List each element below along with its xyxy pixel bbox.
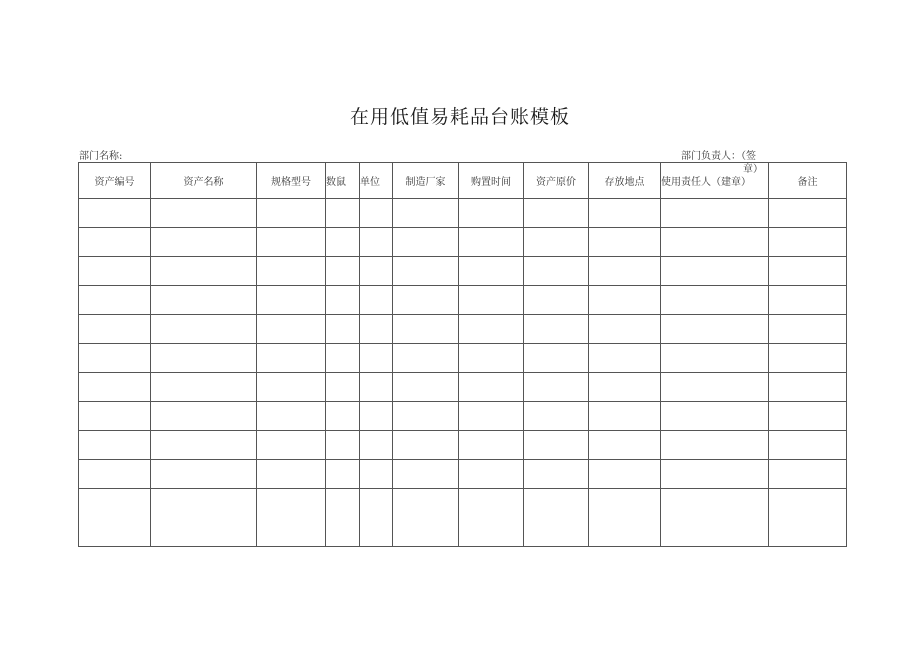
table-cell[interactable] <box>326 402 360 431</box>
table-cell[interactable] <box>524 286 589 315</box>
table-cell[interactable] <box>661 228 769 257</box>
table-cell[interactable] <box>769 199 847 228</box>
table-cell[interactable] <box>393 373 459 402</box>
table-row <box>79 431 847 460</box>
table-cell[interactable] <box>393 257 459 286</box>
table-cell[interactable] <box>524 257 589 286</box>
table-row <box>79 373 847 402</box>
table-cell[interactable] <box>589 460 661 489</box>
table-cell[interactable] <box>326 460 360 489</box>
column-header-remarks: 备注 <box>769 163 847 199</box>
table-cell[interactable] <box>257 199 326 228</box>
table-cell[interactable] <box>257 373 326 402</box>
table-cell[interactable] <box>79 373 151 402</box>
table-cell[interactable] <box>326 344 360 373</box>
department-head-label: 部门负责人：（签 <box>681 151 756 162</box>
table-cell[interactable] <box>360 431 393 460</box>
table-cell[interactable] <box>151 373 257 402</box>
table-cell[interactable] <box>393 315 459 344</box>
table-cell[interactable] <box>326 199 360 228</box>
table-cell[interactable] <box>360 228 393 257</box>
table-cell[interactable] <box>589 373 661 402</box>
table-cell[interactable] <box>769 373 847 402</box>
table-cell[interactable] <box>326 286 360 315</box>
table-cell[interactable] <box>661 286 769 315</box>
column-header-original-price: 资产原价 <box>524 163 589 199</box>
table-cell[interactable] <box>151 286 257 315</box>
table-cell[interactable] <box>326 431 360 460</box>
table-cell[interactable] <box>769 460 847 489</box>
table-row <box>79 402 847 431</box>
column-header-responsible-person: 使用责任人（建章） <box>661 163 769 199</box>
table-cell[interactable] <box>459 431 524 460</box>
table-row <box>79 489 847 547</box>
table-cell[interactable] <box>459 373 524 402</box>
table-cell[interactable] <box>769 489 847 547</box>
table-cell[interactable] <box>459 286 524 315</box>
table-cell[interactable] <box>257 431 326 460</box>
table-cell[interactable] <box>524 460 589 489</box>
table-cell[interactable] <box>393 344 459 373</box>
table-cell[interactable] <box>257 402 326 431</box>
column-header-unit: 单位 <box>360 163 393 199</box>
page-title: 在用低值易耗品台账模板 <box>349 106 570 128</box>
table-cell[interactable] <box>393 431 459 460</box>
table-cell[interactable] <box>524 431 589 460</box>
table-cell[interactable] <box>151 344 257 373</box>
table-cell[interactable] <box>79 199 151 228</box>
table-cell[interactable] <box>524 228 589 257</box>
table-cell[interactable] <box>459 199 524 228</box>
table-cell[interactable] <box>769 257 847 286</box>
department-head-label-continued: 章） <box>743 164 763 175</box>
table-row <box>79 286 847 315</box>
table-cell[interactable] <box>360 344 393 373</box>
column-header-manufacturer: 制造厂家 <box>393 163 459 199</box>
table-row <box>79 199 847 228</box>
table-cell[interactable] <box>459 228 524 257</box>
column-header-storage-location: 存放地点 <box>589 163 661 199</box>
table-cell[interactable] <box>257 228 326 257</box>
table-cell[interactable] <box>326 373 360 402</box>
table-cell[interactable] <box>661 373 769 402</box>
table-cell[interactable] <box>79 286 151 315</box>
table-cell[interactable] <box>393 228 459 257</box>
table-cell[interactable] <box>459 315 524 344</box>
table-cell[interactable] <box>459 489 524 547</box>
table-cell[interactable] <box>589 344 661 373</box>
table-cell[interactable] <box>589 199 661 228</box>
table-cell[interactable] <box>151 402 257 431</box>
table-cell[interactable] <box>661 489 769 547</box>
table-cell[interactable] <box>360 286 393 315</box>
table-cell[interactable] <box>661 402 769 431</box>
table-cell[interactable] <box>79 489 151 547</box>
table-cell[interactable] <box>661 460 769 489</box>
table-cell[interactable] <box>524 199 589 228</box>
table-row <box>79 257 847 286</box>
column-header-asset-number: 资产编号 <box>79 163 151 199</box>
table-row <box>79 228 847 257</box>
table-cell[interactable] <box>151 431 257 460</box>
table-cell[interactable] <box>257 315 326 344</box>
table-cell[interactable] <box>589 286 661 315</box>
table-cell[interactable] <box>79 460 151 489</box>
table-cell[interactable] <box>257 460 326 489</box>
table-cell[interactable] <box>769 431 847 460</box>
table-cell[interactable] <box>524 315 589 344</box>
table-cell[interactable] <box>393 199 459 228</box>
table-cell[interactable] <box>459 344 524 373</box>
table-cell[interactable] <box>769 286 847 315</box>
table-cell[interactable] <box>79 431 151 460</box>
table-cell[interactable] <box>360 402 393 431</box>
header-row <box>79 163 847 199</box>
table-cell[interactable] <box>360 489 393 547</box>
table-row <box>79 315 847 344</box>
table-cell[interactable] <box>79 402 151 431</box>
table-cell[interactable] <box>151 257 257 286</box>
table-cell[interactable] <box>769 344 847 373</box>
table-cell[interactable] <box>589 257 661 286</box>
table-cell[interactable] <box>326 315 360 344</box>
table-cell[interactable] <box>151 489 257 547</box>
table-cell[interactable] <box>661 431 769 460</box>
table-row <box>79 344 847 373</box>
table-cell[interactable] <box>524 402 589 431</box>
table-cell[interactable] <box>769 315 847 344</box>
table-cell[interactable] <box>459 257 524 286</box>
table-cell[interactable] <box>524 489 589 547</box>
ledger-table <box>78 162 847 547</box>
table-cell[interactable] <box>589 402 661 431</box>
table-cell[interactable] <box>589 228 661 257</box>
table-cell[interactable] <box>360 460 393 489</box>
table-cell[interactable] <box>393 460 459 489</box>
table-cell[interactable] <box>459 460 524 489</box>
table-cell[interactable] <box>459 402 524 431</box>
table-cell[interactable] <box>661 199 769 228</box>
table-cell[interactable] <box>326 489 360 547</box>
table-cell[interactable] <box>360 257 393 286</box>
table-cell[interactable] <box>326 228 360 257</box>
table-cell[interactable] <box>769 228 847 257</box>
table-cell[interactable] <box>257 257 326 286</box>
table-cell[interactable] <box>151 228 257 257</box>
table-cell[interactable] <box>360 315 393 344</box>
table-cell[interactable] <box>79 257 151 286</box>
table-cell[interactable] <box>589 431 661 460</box>
table-cell[interactable] <box>257 344 326 373</box>
column-header-asset-name: 资产名称 <box>151 163 257 199</box>
table-cell[interactable] <box>393 286 459 315</box>
table-cell[interactable] <box>151 460 257 489</box>
table-cell[interactable] <box>393 402 459 431</box>
table-cell[interactable] <box>79 315 151 344</box>
table-cell[interactable] <box>661 344 769 373</box>
table-cell[interactable] <box>661 315 769 344</box>
table-row <box>79 460 847 489</box>
table-cell[interactable] <box>769 402 847 431</box>
table-cell[interactable] <box>360 373 393 402</box>
table-cell[interactable] <box>151 199 257 228</box>
table-cell[interactable] <box>257 286 326 315</box>
column-header-specification: 规格型号 <box>257 163 326 199</box>
column-header-quantity: 数鼠 <box>326 163 360 199</box>
table-cell[interactable] <box>589 489 661 547</box>
table-cell[interactable] <box>326 257 360 286</box>
table-cell[interactable] <box>393 489 459 547</box>
department-name-label: 部门名称: <box>79 151 123 162</box>
table-cell[interactable] <box>661 257 769 286</box>
table-cell[interactable] <box>524 344 589 373</box>
table-cell[interactable] <box>524 373 589 402</box>
table-cell[interactable] <box>79 228 151 257</box>
table-cell[interactable] <box>257 489 326 547</box>
table-cell[interactable] <box>360 199 393 228</box>
table-cell[interactable] <box>151 315 257 344</box>
column-header-purchase-date: 购置时间 <box>459 163 524 199</box>
table-cell[interactable] <box>589 315 661 344</box>
table-cell[interactable] <box>79 344 151 373</box>
